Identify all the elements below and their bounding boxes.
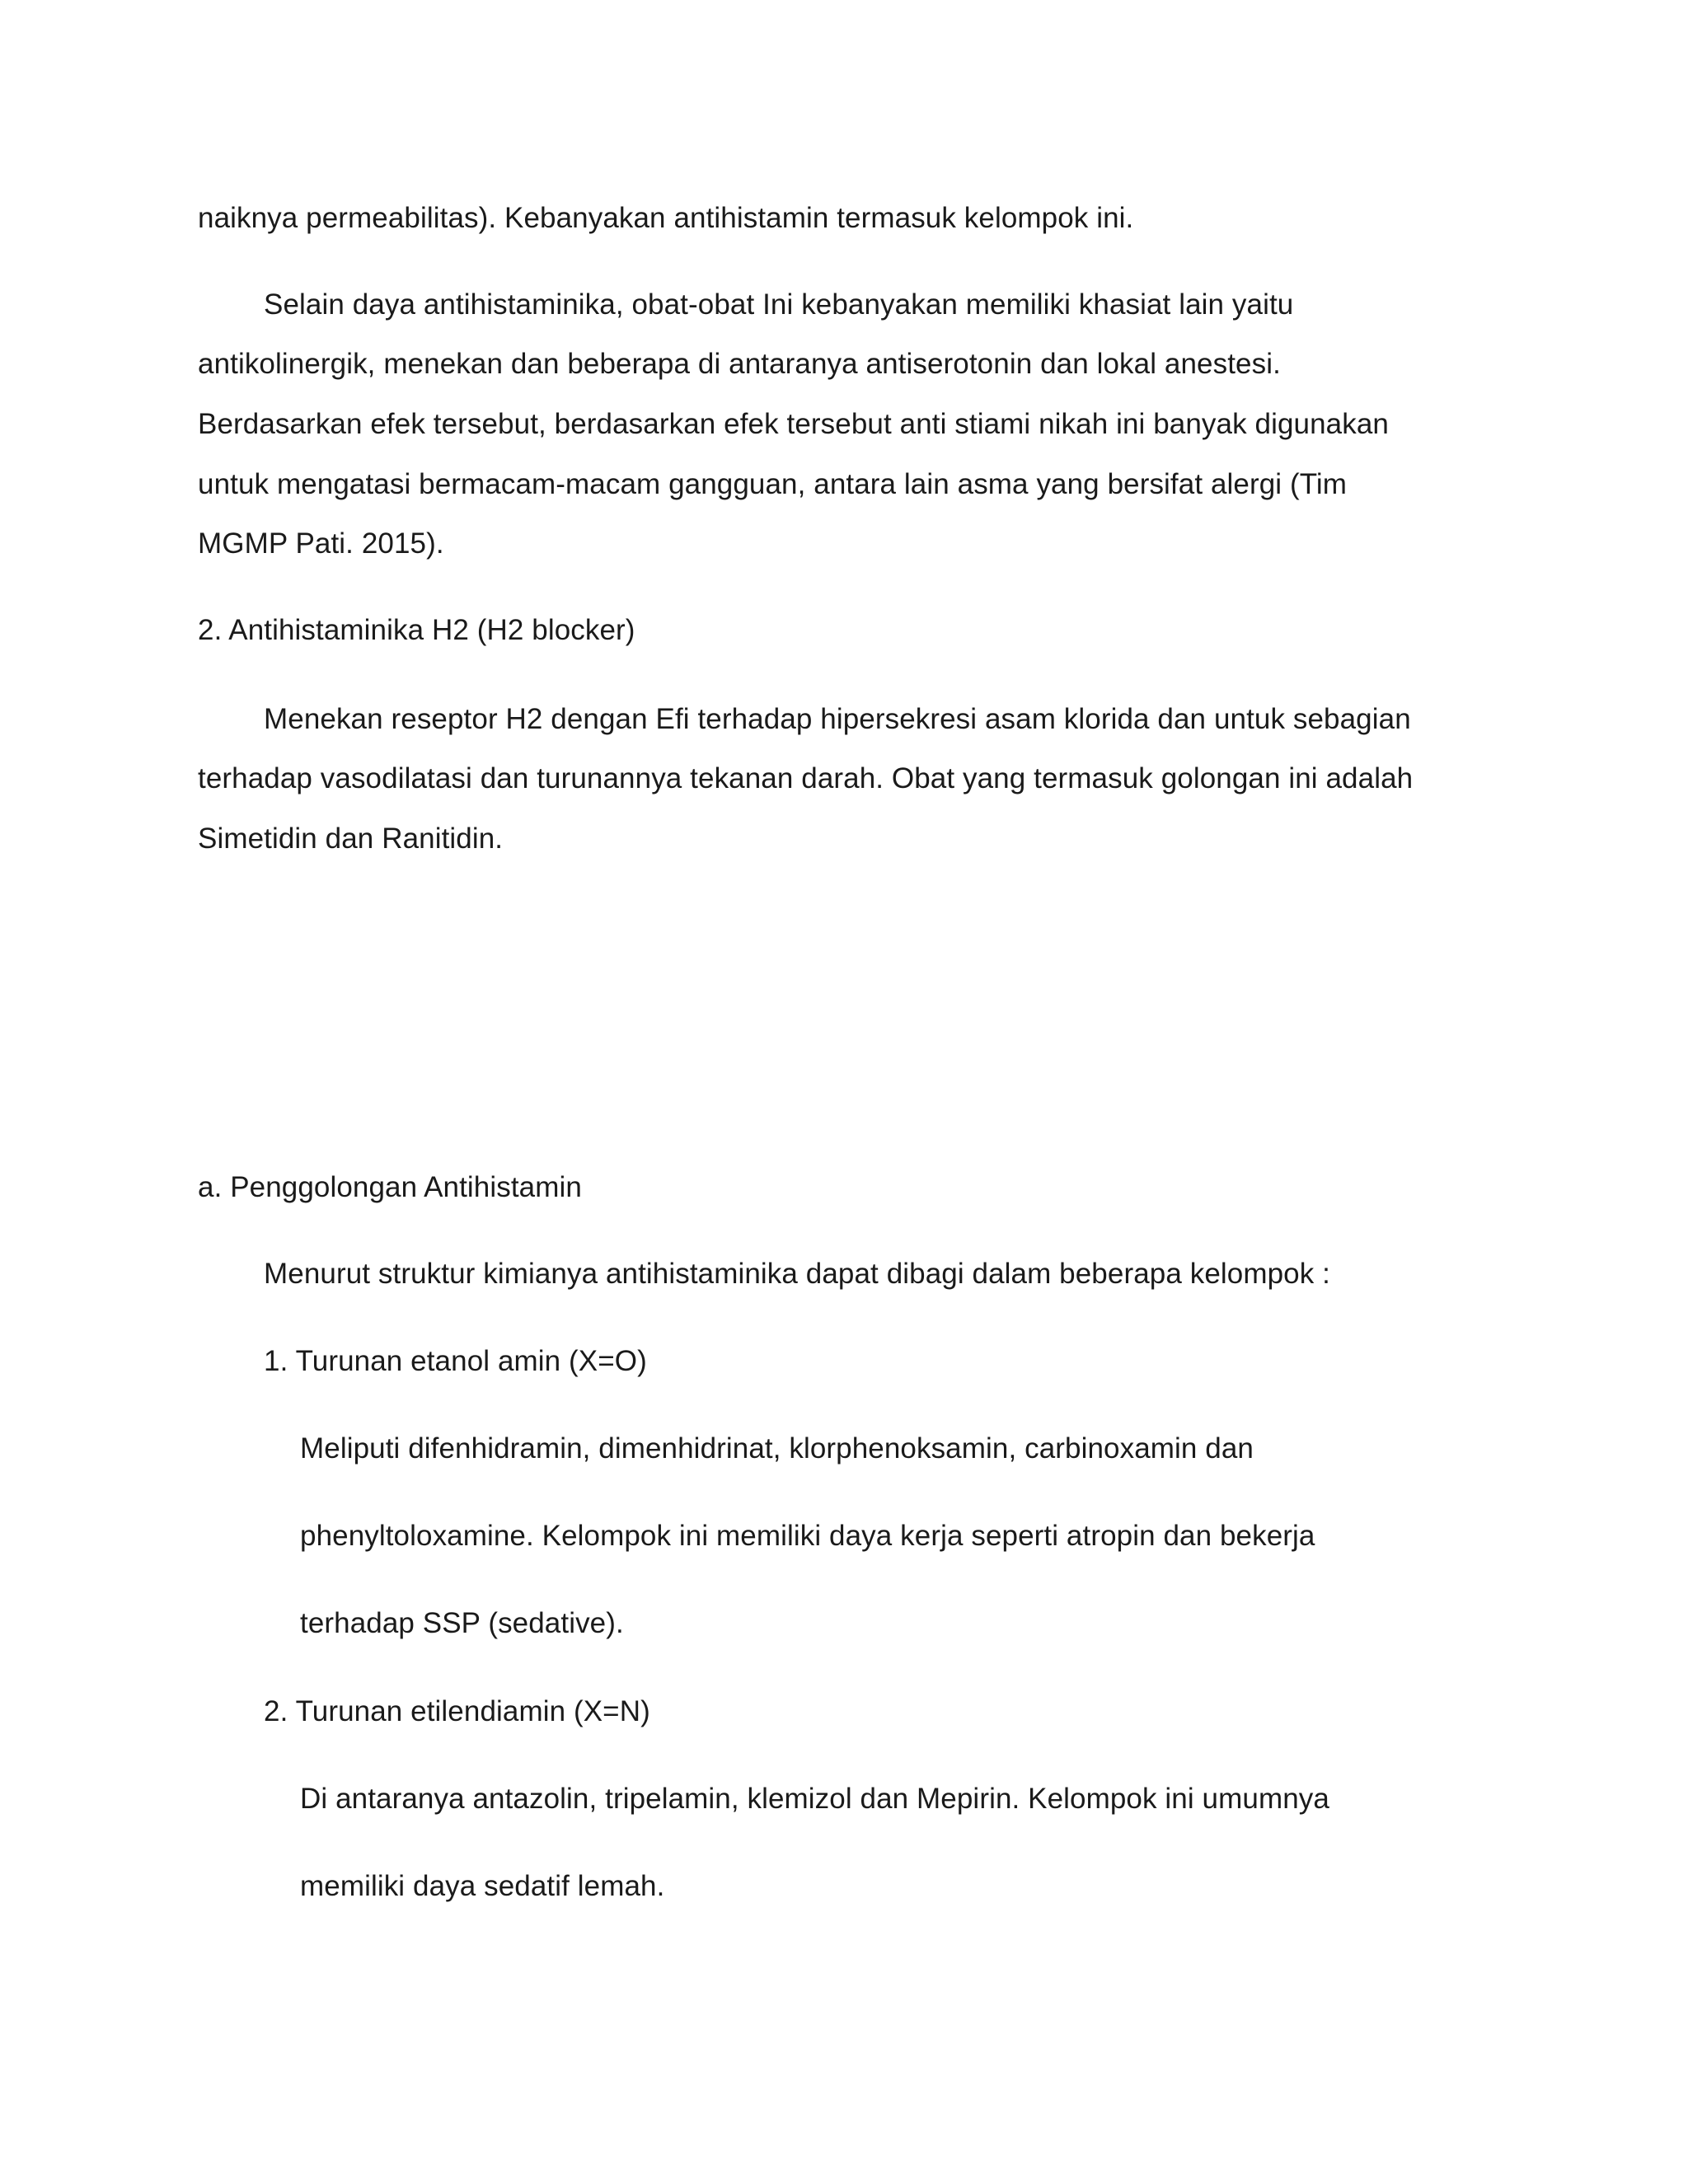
text-line: Menekan reseptor H2 dengan Efi terhadap hipersekresi asam klorida dan untuk sebagian xyxy=(264,703,1411,735)
section-heading: a. Penggolongan Antihistamin xyxy=(198,1171,582,1203)
text-line: Menurut struktur kimianya antihistaminika dapat dibagi dalam beberapa kelompok : xyxy=(264,1258,1330,1290)
text-line: untuk mengatasi bermacam-macam gangguan, antara lain asma yang bersifat alergi (Tim xyxy=(198,468,1348,500)
text-line: memiliki daya sedatif lemah. xyxy=(300,1870,665,1902)
text-line: naiknya permeabilitas). Kebanyakan antihistamin termasuk kelompok ini. xyxy=(198,202,1134,234)
section-heading: 2. Antihistaminika H2 (H2 blocker) xyxy=(198,614,635,646)
text-line: Berdasarkan efek tersebut, berdasarkan efek tersebut anti stiami nikah ini banyak digunakan xyxy=(198,408,1389,440)
text-line: terhadap SSP (sedative). xyxy=(300,1607,624,1639)
list-item-heading: 1. Turunan etanol amin (X=O) xyxy=(264,1345,647,1377)
text-line: MGMP Pati. 2015). xyxy=(198,527,444,560)
text-line: Simetidin dan Ranitidin. xyxy=(198,823,504,855)
text-line: antikolinergik, menekan dan beberapa di antaranya antiserotonin dan lokal anestesi. xyxy=(198,348,1281,380)
text-line: terhadap vasodilatasi dan turunannya tekanan darah. Obat yang termasuk golongan ini adalah xyxy=(198,762,1414,794)
list-item-heading: 2. Turunan etilendiamin (X=N) xyxy=(264,1695,650,1727)
text-line: phenyltoloxamine. Kelompok ini memiliki daya kerja seperti atropin dan bekerja xyxy=(300,1520,1315,1552)
text-line: Selain daya antihistaminika, obat-obat Ini kebanyakan memiliki khasiat lain yaitu xyxy=(264,288,1294,321)
text-line: Di antaranya antazolin, tripelamin, klemizol dan Mepirin. Kelompok ini umumnya xyxy=(300,1783,1329,1815)
text-line: Meliputi difenhidramin, dimenhidrinat, klorphenoksamin, carbinoxamin dan xyxy=(300,1432,1254,1465)
